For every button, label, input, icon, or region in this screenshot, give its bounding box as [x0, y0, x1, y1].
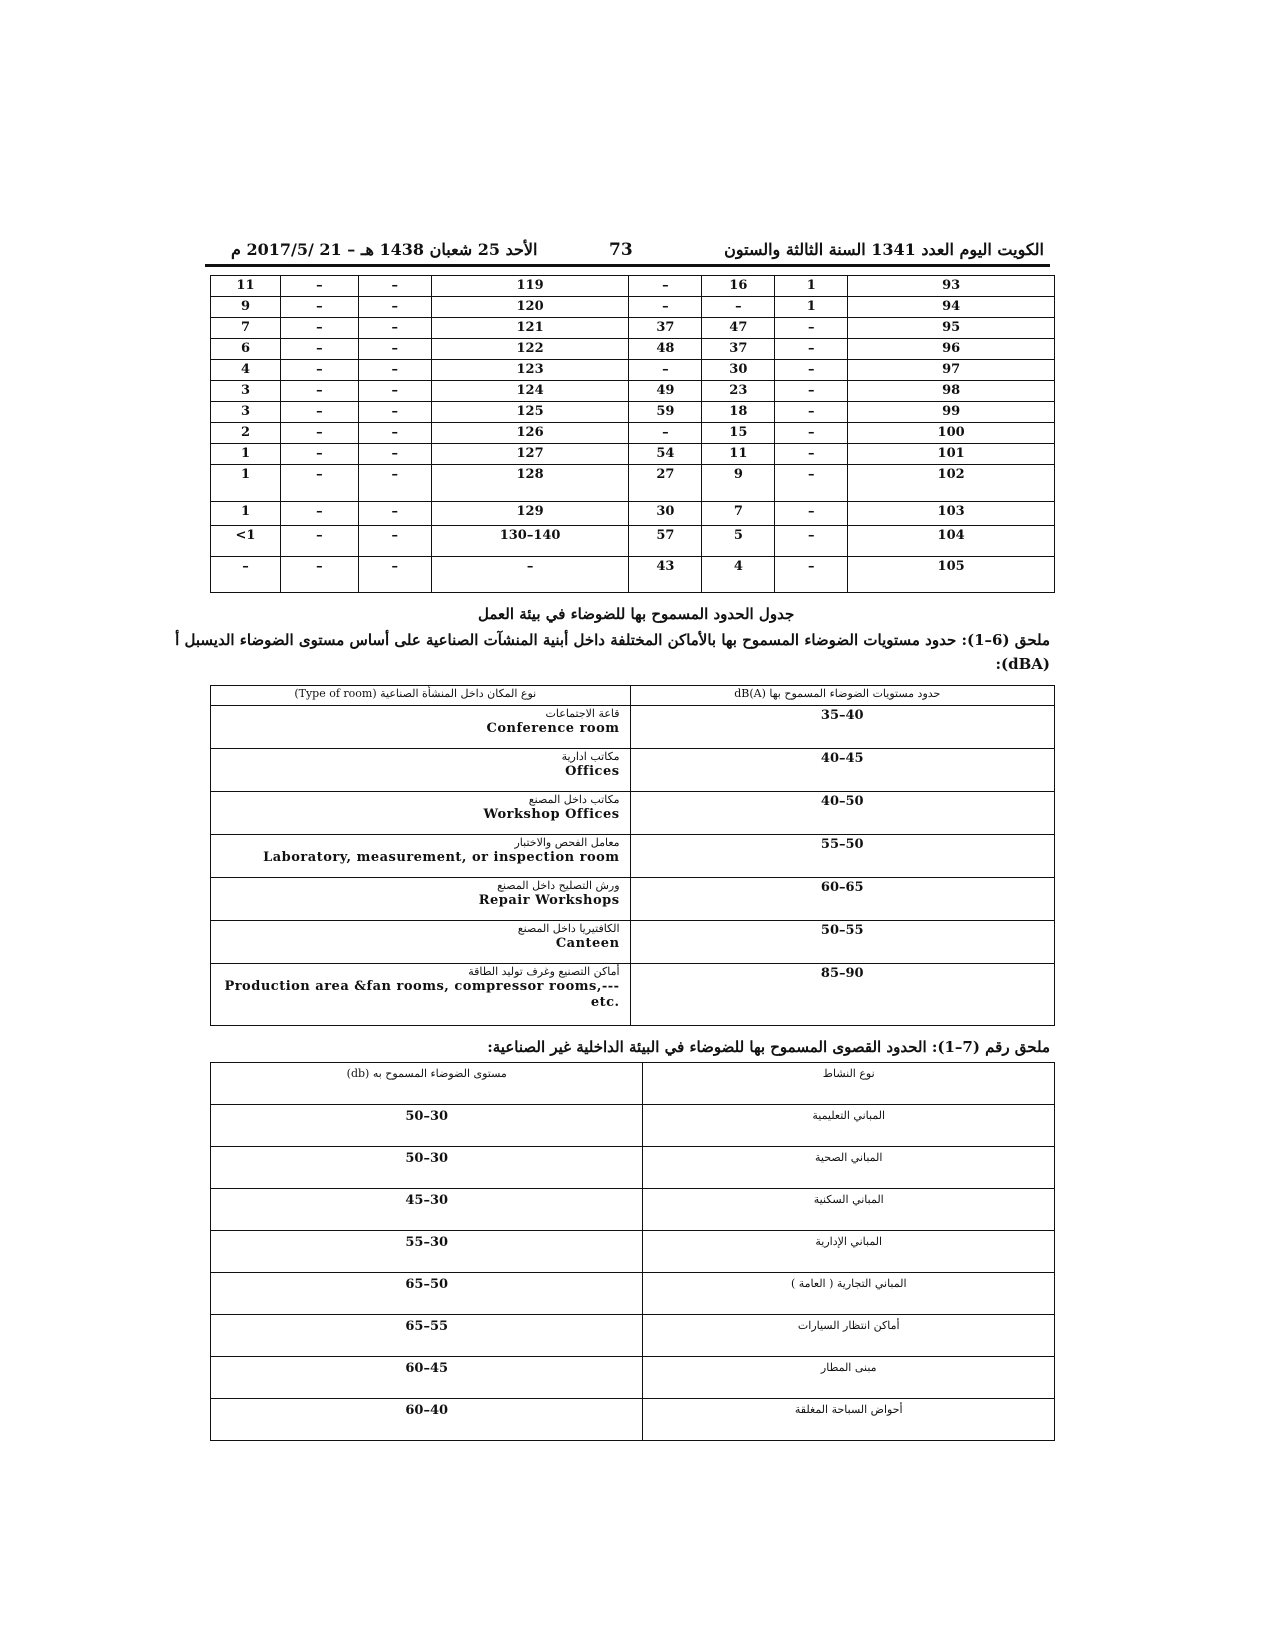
room-type-arabic: الكافتيريا داخل المصنع — [517, 922, 620, 935]
noise-level-cell: 60–45 — [211, 1357, 643, 1399]
table-cell: – — [280, 297, 358, 318]
table-cell: 104 — [848, 526, 1055, 557]
room-type-arabic: أماكن التصنيع وغرف توليد الطاقة — [468, 965, 620, 978]
table-row — [211, 964, 1055, 1026]
table-cell: 49 — [629, 381, 702, 402]
table-cell: 30 — [629, 502, 702, 526]
table-cell: 48 — [629, 339, 702, 360]
noise-level-cell: 50–30 — [211, 1105, 643, 1147]
page-number: 73 — [609, 240, 633, 260]
table-cell: – — [358, 444, 431, 465]
table-cell: 23 — [702, 381, 775, 402]
table-cell: 105 — [848, 557, 1055, 593]
table-cell: – — [280, 526, 358, 557]
room-type-english: Production area &fan rooms, compressor rooms,--- — [224, 979, 620, 994]
table-row — [211, 1231, 1055, 1273]
table-cell: 6 — [211, 339, 281, 360]
table-cell: 1 — [211, 465, 281, 502]
activity-cell: المباني التجارية ( العامة ) — [643, 1273, 1055, 1315]
table-cell: 7 — [702, 502, 775, 526]
table-cell: – — [775, 502, 848, 526]
table-cell: – — [211, 557, 281, 593]
table-cell: 7 — [211, 318, 281, 339]
table-cell: 100 — [848, 423, 1055, 444]
room-type-english: Conference room — [486, 721, 620, 736]
table-cell: – — [280, 423, 358, 444]
noise-limit-cell: 40–45 — [630, 749, 1054, 792]
table-cell: 129 — [431, 502, 629, 526]
table-cell: 126 — [431, 423, 629, 444]
header-issue: الكويت اليوم العدد 1341 السنة الثالثة والستون — [724, 240, 1044, 259]
table-cell: – — [775, 318, 848, 339]
table-cell: – — [280, 465, 358, 502]
room-type-cell — [211, 792, 631, 835]
table-row — [211, 1399, 1055, 1441]
table-cell: – — [629, 276, 702, 297]
table-cell: – — [358, 557, 431, 593]
table-row — [211, 423, 1055, 444]
room-type-arabic: ورش التصليح داخل المصنع — [497, 879, 620, 892]
table-row — [211, 360, 1055, 381]
table-cell: 94 — [848, 297, 1055, 318]
table-row — [211, 1357, 1055, 1399]
table-cell: 122 — [431, 339, 629, 360]
table-cell: – — [629, 423, 702, 444]
table-cell: 121 — [431, 318, 629, 339]
table-cell: 127 — [431, 444, 629, 465]
table-cell: 9 — [702, 465, 775, 502]
table-cell: 11 — [211, 276, 281, 297]
table-cell: – — [775, 444, 848, 465]
room-type-arabic: مكاتب داخل المصنع — [528, 793, 620, 806]
table-cell: 120 — [431, 297, 629, 318]
table-row — [211, 339, 1055, 360]
table-cell: 1 — [775, 297, 848, 318]
noise-limit-cell: 35–40 — [630, 706, 1054, 749]
table-cell: 5 — [702, 526, 775, 557]
noise-limit-cell: 85–90 — [630, 964, 1054, 1026]
annex-7-1-title: ملحق رقم (7–1): الحدود القصوى المسموح بها للضوضاء في البيئة الداخلية غير الصناعية: — [487, 1038, 1050, 1056]
table-cell: 95 — [848, 318, 1055, 339]
table-row — [211, 465, 1055, 502]
table-cell: 11 — [702, 444, 775, 465]
table-cell: – — [358, 297, 431, 318]
room-type-cell — [211, 921, 631, 964]
activity-cell: المباني الإدارية — [643, 1231, 1055, 1273]
noise-level-cell: 45–30 — [211, 1189, 643, 1231]
noise-limit-cell: 55–50 — [630, 835, 1054, 878]
table-cell: 96 — [848, 339, 1055, 360]
table-cell: 119 — [431, 276, 629, 297]
table-cell: – — [358, 502, 431, 526]
non-industrial-noise-table — [210, 1062, 1055, 1441]
table-cell: – — [775, 423, 848, 444]
table-cell: – — [280, 402, 358, 423]
table-row — [211, 835, 1055, 878]
table-cell: 102 — [848, 465, 1055, 502]
header-room-type: نوع المكان داخل المنشأة الصناعية (Type of room) — [211, 686, 631, 706]
table-cell: 3 — [211, 402, 281, 423]
room-type-english: Canteen — [555, 936, 620, 951]
table-cell: 2 — [211, 423, 281, 444]
noise-limit-cell: 40–50 — [630, 792, 1054, 835]
table-cell: – — [775, 402, 848, 423]
table-row — [211, 276, 1055, 297]
table-cell: 27 — [629, 465, 702, 502]
table-cell: – — [358, 276, 431, 297]
room-type-cell — [211, 706, 631, 749]
room-noise-limits-table — [210, 685, 1055, 1026]
table-cell: 59 — [629, 402, 702, 423]
table-cell: 9 — [211, 297, 281, 318]
table-row — [211, 878, 1055, 921]
table-cell: – — [358, 402, 431, 423]
table-cell: – — [629, 360, 702, 381]
table-cell: – — [358, 339, 431, 360]
table-cell: 1 — [775, 276, 848, 297]
table-cell: 37 — [629, 318, 702, 339]
table-cell: – — [280, 444, 358, 465]
header-level: مستوى الضوضاء المسموح به (db) — [211, 1063, 643, 1105]
table-cell: 99 — [848, 402, 1055, 423]
table-row — [211, 1315, 1055, 1357]
room-type-english: Workshop Offices — [483, 807, 620, 822]
table-cell: 43 — [629, 557, 702, 593]
table-cell: – — [280, 360, 358, 381]
room-type-arabic: قاعة الاجتماعات — [545, 707, 620, 720]
activity-cell: أحواض السباحة المغلقة — [643, 1399, 1055, 1441]
table-row — [211, 381, 1055, 402]
table-cell: 128 — [431, 465, 629, 502]
table-row — [211, 921, 1055, 964]
table-cell: – — [358, 423, 431, 444]
noise-table-caption: جدول الحدود المسموح بها للضوضاء في بيئة العمل — [478, 605, 795, 623]
table-cell: 54 — [629, 444, 702, 465]
table-cell: 3 — [211, 381, 281, 402]
table-row — [211, 1273, 1055, 1315]
table-row — [211, 444, 1055, 465]
table-cell: – — [280, 557, 358, 593]
table-cell: 97 — [848, 360, 1055, 381]
table-cell: 124 — [431, 381, 629, 402]
room-type-cell — [211, 835, 631, 878]
table-cell: 123 — [431, 360, 629, 381]
table-cell: – — [358, 381, 431, 402]
page-header — [205, 238, 1050, 267]
header-activity: نوع النشاط — [643, 1063, 1055, 1105]
table-cell: 125 — [431, 402, 629, 423]
table-row — [211, 792, 1055, 835]
table-row — [211, 297, 1055, 318]
noise-level-cell: 65–50 — [211, 1273, 643, 1315]
table-cell: 16 — [702, 276, 775, 297]
table-cell: – — [358, 465, 431, 502]
table-row — [211, 1147, 1055, 1189]
table-cell: – — [280, 502, 358, 526]
table-cell: <1 — [211, 526, 281, 557]
table-cell: – — [431, 557, 629, 593]
table-cell: 15 — [702, 423, 775, 444]
table-cell: 101 — [848, 444, 1055, 465]
room-type-arabic: مكاتب ادارية — [561, 750, 620, 763]
table-cell: 1 — [211, 444, 281, 465]
table-cell: – — [280, 276, 358, 297]
noise-level-cell: 55–30 — [211, 1231, 643, 1273]
table-cell: – — [280, 339, 358, 360]
activity-cell: مبنى المطار — [643, 1357, 1055, 1399]
table-cell: 93 — [848, 276, 1055, 297]
table-cell: – — [358, 360, 431, 381]
table-row — [211, 706, 1055, 749]
annex-6-1-title: ملحق (6–1): حدود مستويات الضوضاء المسموح بها بالأماكن المختلفة داخل أبنية المنشآت الصناعية على أساس مستوى الضوضاء الديسبل أ — [175, 631, 1050, 649]
noise-limit-cell: 50–55 — [630, 921, 1054, 964]
table-cell: – — [775, 360, 848, 381]
table-cell: – — [280, 318, 358, 339]
activity-cell: المباني التعليمية — [643, 1105, 1055, 1147]
room-type-english: Offices — [565, 764, 620, 779]
room-type-cell — [211, 964, 631, 1026]
noise-level-cell: 50–30 — [211, 1147, 643, 1189]
table-cell: – — [358, 318, 431, 339]
room-type-english: Repair Workshops — [478, 893, 620, 908]
table-cell: 98 — [848, 381, 1055, 402]
noise-exposure-table — [210, 275, 1055, 593]
activity-cell: المباني السكنية — [643, 1189, 1055, 1231]
table-row — [211, 502, 1055, 526]
table-cell: – — [775, 465, 848, 502]
table-cell: – — [702, 297, 775, 318]
table-cell: 4 — [702, 557, 775, 593]
room-type-english-cont: etc. — [590, 995, 620, 1010]
table-cell: 1 — [211, 502, 281, 526]
table-cell: 4 — [211, 360, 281, 381]
table-cell: – — [775, 339, 848, 360]
table-cell: 47 — [702, 318, 775, 339]
table-cell: 130–140 — [431, 526, 629, 557]
table-row — [211, 1105, 1055, 1147]
noise-limit-cell: 60–65 — [630, 878, 1054, 921]
table-cell: – — [775, 557, 848, 593]
table-row — [211, 749, 1055, 792]
annex-6-1-title-unit: :(dBA) — [995, 655, 1050, 673]
table-cell: – — [358, 526, 431, 557]
table-row — [211, 402, 1055, 423]
table-cell: – — [775, 381, 848, 402]
table-cell: 103 — [848, 502, 1055, 526]
table-row — [211, 318, 1055, 339]
noise-level-cell: 65–55 — [211, 1315, 643, 1357]
noise-level-cell: 60–40 — [211, 1399, 643, 1441]
room-type-cell — [211, 749, 631, 792]
table-cell: – — [775, 526, 848, 557]
table-cell: – — [280, 381, 358, 402]
table-cell: 30 — [702, 360, 775, 381]
table-cell: 37 — [702, 339, 775, 360]
room-type-arabic: معامل الفحص والاختبار — [514, 836, 620, 849]
header-noise-limit: حدود مستويات الضوضاء المسموح بها (dB(A — [630, 686, 1054, 706]
room-type-cell — [211, 878, 631, 921]
activity-cell: المباني الصحية — [643, 1147, 1055, 1189]
table-cell: 57 — [629, 526, 702, 557]
table-row — [211, 526, 1055, 557]
room-type-english: Laboratory, measurement, or inspection room — [263, 850, 620, 865]
activity-cell: أماكن انتظار السيارات — [643, 1315, 1055, 1357]
table-cell: – — [629, 297, 702, 318]
table-row — [211, 557, 1055, 593]
table-row — [211, 1189, 1055, 1231]
table-cell: 18 — [702, 402, 775, 423]
header-date: الأحد 25 شعبان 1438 هـ – 21 /2017/5 م — [231, 240, 538, 259]
